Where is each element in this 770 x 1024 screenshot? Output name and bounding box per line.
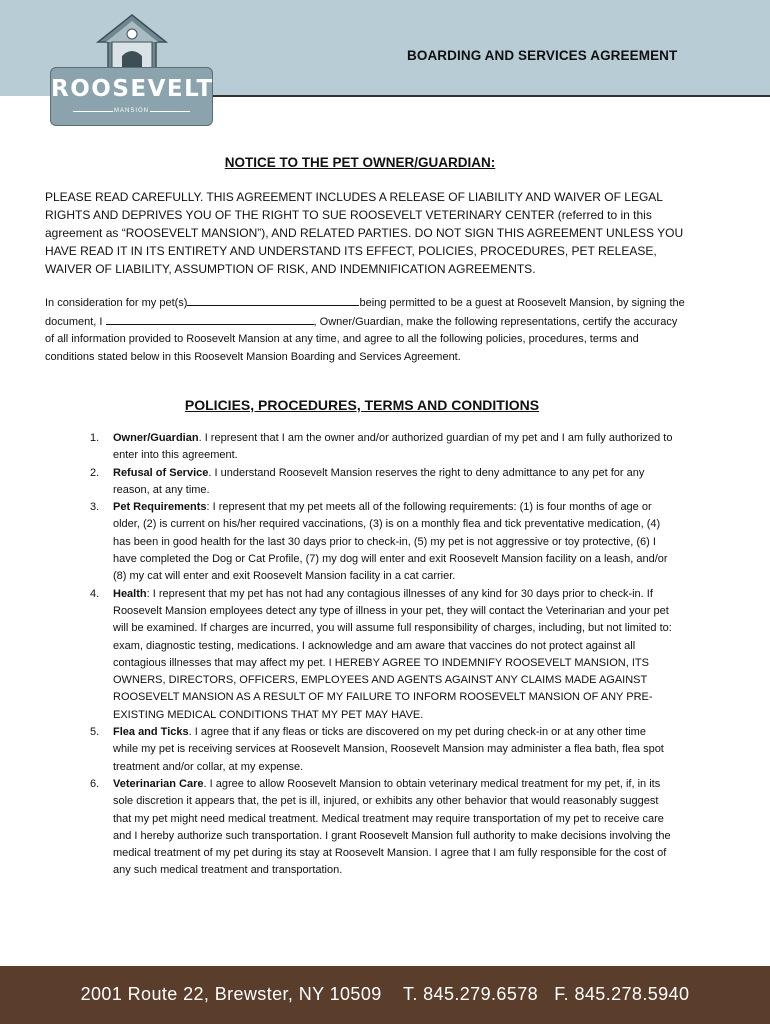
policy-term: Veterinarian Care: [113, 777, 204, 790]
notice-heading: NOTICE TO THE PET OWNER/GUARDIAN:: [224, 155, 496, 170]
policy-item: [90, 465, 673, 500]
policy-text: . I agree to allow Roosevelt Mansion to obtain veterinary medical treatment for my pet, if, in its sole discretion it appears that, the pet is ill, injured, or exhibits any other behavior that would reasonably suggest that my pet might need medical treatment. Medical treatment may require transportation of my pet to receive care and I hereby authorize such transportation. I grant Roosevelt Mansion full authority to make decisions involving the medical treatment of my pet during its stay at Roosevelt Mansion. I agree that I am fully responsible for the cost of any such medical treatment and transportation.: [113, 777, 671, 877]
policy-text: : I represent that my pet has not had any contagious illnesses of any kind for 30 days prior to check-in. If Roosevelt Mansion employees detect any type of illness in your pet, they will contact the Veterinarian and your pet will be examined. If charges are incurred, you will assume full responsibility of charges, including, but not limited to: exam, diagnostic testing, medications. I acknowledge and am aware that vaccines do not protect against all contagious illnesses that may affect my pet. I HEREBY AGREE TO INDEMNIFY ROOSEVELT MANSION, ITS OWNERS, DIRECTORS, OFFICERS, EMPLOYEES AND AGENTS AGAINST ANY CLAIMS MADE AGAINST ROOSEVELT MANSION AS A RESULT OF MY FAILURE TO INFORM ROOSEVELT MANSION OF ANY PRE-EXISTING MEDICAL CONDITIONS THAT MY PET MAY HAVE.: [113, 587, 672, 721]
policy-text: : I represent that my pet meets all of the following requirements: (1) is four months of age or older, (2) is current on his/her required vaccinations, (3) is on a monthly flea and tick preventative medication, (4) has been in good health for the last 30 days prior to check-in, (5) my pet is not aggressive or toy protective, (6) I have completed the Dog or Cat Profile, (7) my dog will enter and exit Roosevelt Mansion facility on a leash, and/or (8) my cat will enter and exit Roosevelt Mansion facility in a cat carrier.: [113, 501, 668, 583]
policy-term: Flea and Ticks: [113, 726, 189, 739]
policy-text: . I understand Roosevelt Mansion reserves the right to deny admittance to any pet for any reason, at any time.: [113, 466, 645, 496]
footer-address: 2001 Route 22, Brewster, NY 10509: [80, 984, 382, 1004]
policy-text: . I represent that I am the owner and/or authorized guardian of my pet and I am fully authorized to enter into this agreement.: [113, 432, 673, 462]
policy-item: [90, 586, 673, 724]
policy-term: Owner/Guardian: [113, 432, 199, 444]
policy-number: 1.: [90, 432, 100, 444]
document-title: BOARDING AND SERVICES AGREEMENT: [407, 48, 678, 63]
policy-item: [90, 430, 673, 465]
policy-term: Health: [113, 587, 147, 600]
footer-phone: T. 845.279.6578: [402, 984, 539, 1004]
consideration-text-2: being permitted to be a guest at Roosevelt Mansion, by signing the document, I: [45, 297, 685, 328]
policy-number: 4.: [90, 587, 100, 600]
doghouse-icon: [50, 12, 213, 72]
consideration-text-3: , Owner/Guardian, make the following representations, certify the accuracy of all information provided to Roosevelt Mansion at any time, and agree to all the following policies, procedures, terms and conditions stated below in this Roosevelt Mansion Boarding and Services Agreement.: [45, 315, 678, 363]
policies-heading: POLICIES, PROCEDURES, TERMS AND CONDITIONS: [184, 397, 540, 413]
logo-subtitle: MANSION: [113, 108, 149, 114]
policy-term: Refusal of Service: [113, 466, 209, 479]
policy-number: 2.: [90, 466, 100, 479]
footer-contact: [0, 984, 770, 1005]
logo-wordmark: ROOSEVELT: [51, 76, 214, 102]
roosevelt-mansion-logo: [50, 12, 213, 126]
liability-warning: PLEASE READ CAREFULLY. THIS AGREEMENT INCLUDES A RELEASE OF LIABILITY AND WAIVER OF LEGAL RIGHTS AND DEPRIVES YOU OF THE RIGHT TO SUE ROOSEVELT VETERINARY CENTER (referred to in this agreement as “ROOSEVELT MANSION”), AND RELATED PARTIES. DO NOT SIGN THIS AGREEMENT UNLESS YOU HAVE READ IT IN ITS ENTIRETY AND UNDERSTAND ITS EFFECT, POLICIES, PROCEDURES, PET RELEASE, WAIVER OF LIABILITY, ASSUMPTION OF RISK, AND INDEMNIFICATION AGREEMENTS.: [45, 190, 684, 276]
policy-item: [90, 776, 673, 880]
footer-band: [0, 966, 770, 1024]
logo-rule-right: [150, 111, 190, 112]
policy-number: 5.: [90, 726, 100, 739]
consideration-text-1: In consideration for my pet(s): [45, 297, 188, 309]
policy-text: . I agree that if any fleas or ticks are discovered on my pet during check-in or at any other time while my pet is receiving services at Roosevelt Mansion, Roosevelt Mansion may administer a flea bath, flea spot treatment and/or collar, at my expense.: [113, 726, 664, 773]
consideration-paragraph: [45, 294, 685, 366]
owner-name-blank[interactable]: [106, 313, 314, 325]
header-divider: [200, 95, 770, 97]
pet-name-blank[interactable]: [187, 294, 359, 306]
logo-badge: [50, 67, 213, 126]
policy-number: 3.: [90, 501, 100, 514]
policies-list: [90, 430, 673, 880]
footer-fax: F. 845.278.5940: [554, 984, 690, 1004]
policy-term: Pet Requirements: [113, 501, 207, 514]
policy-item: [90, 499, 673, 585]
policy-number: 6.: [90, 777, 100, 790]
policy-item: [90, 724, 673, 776]
